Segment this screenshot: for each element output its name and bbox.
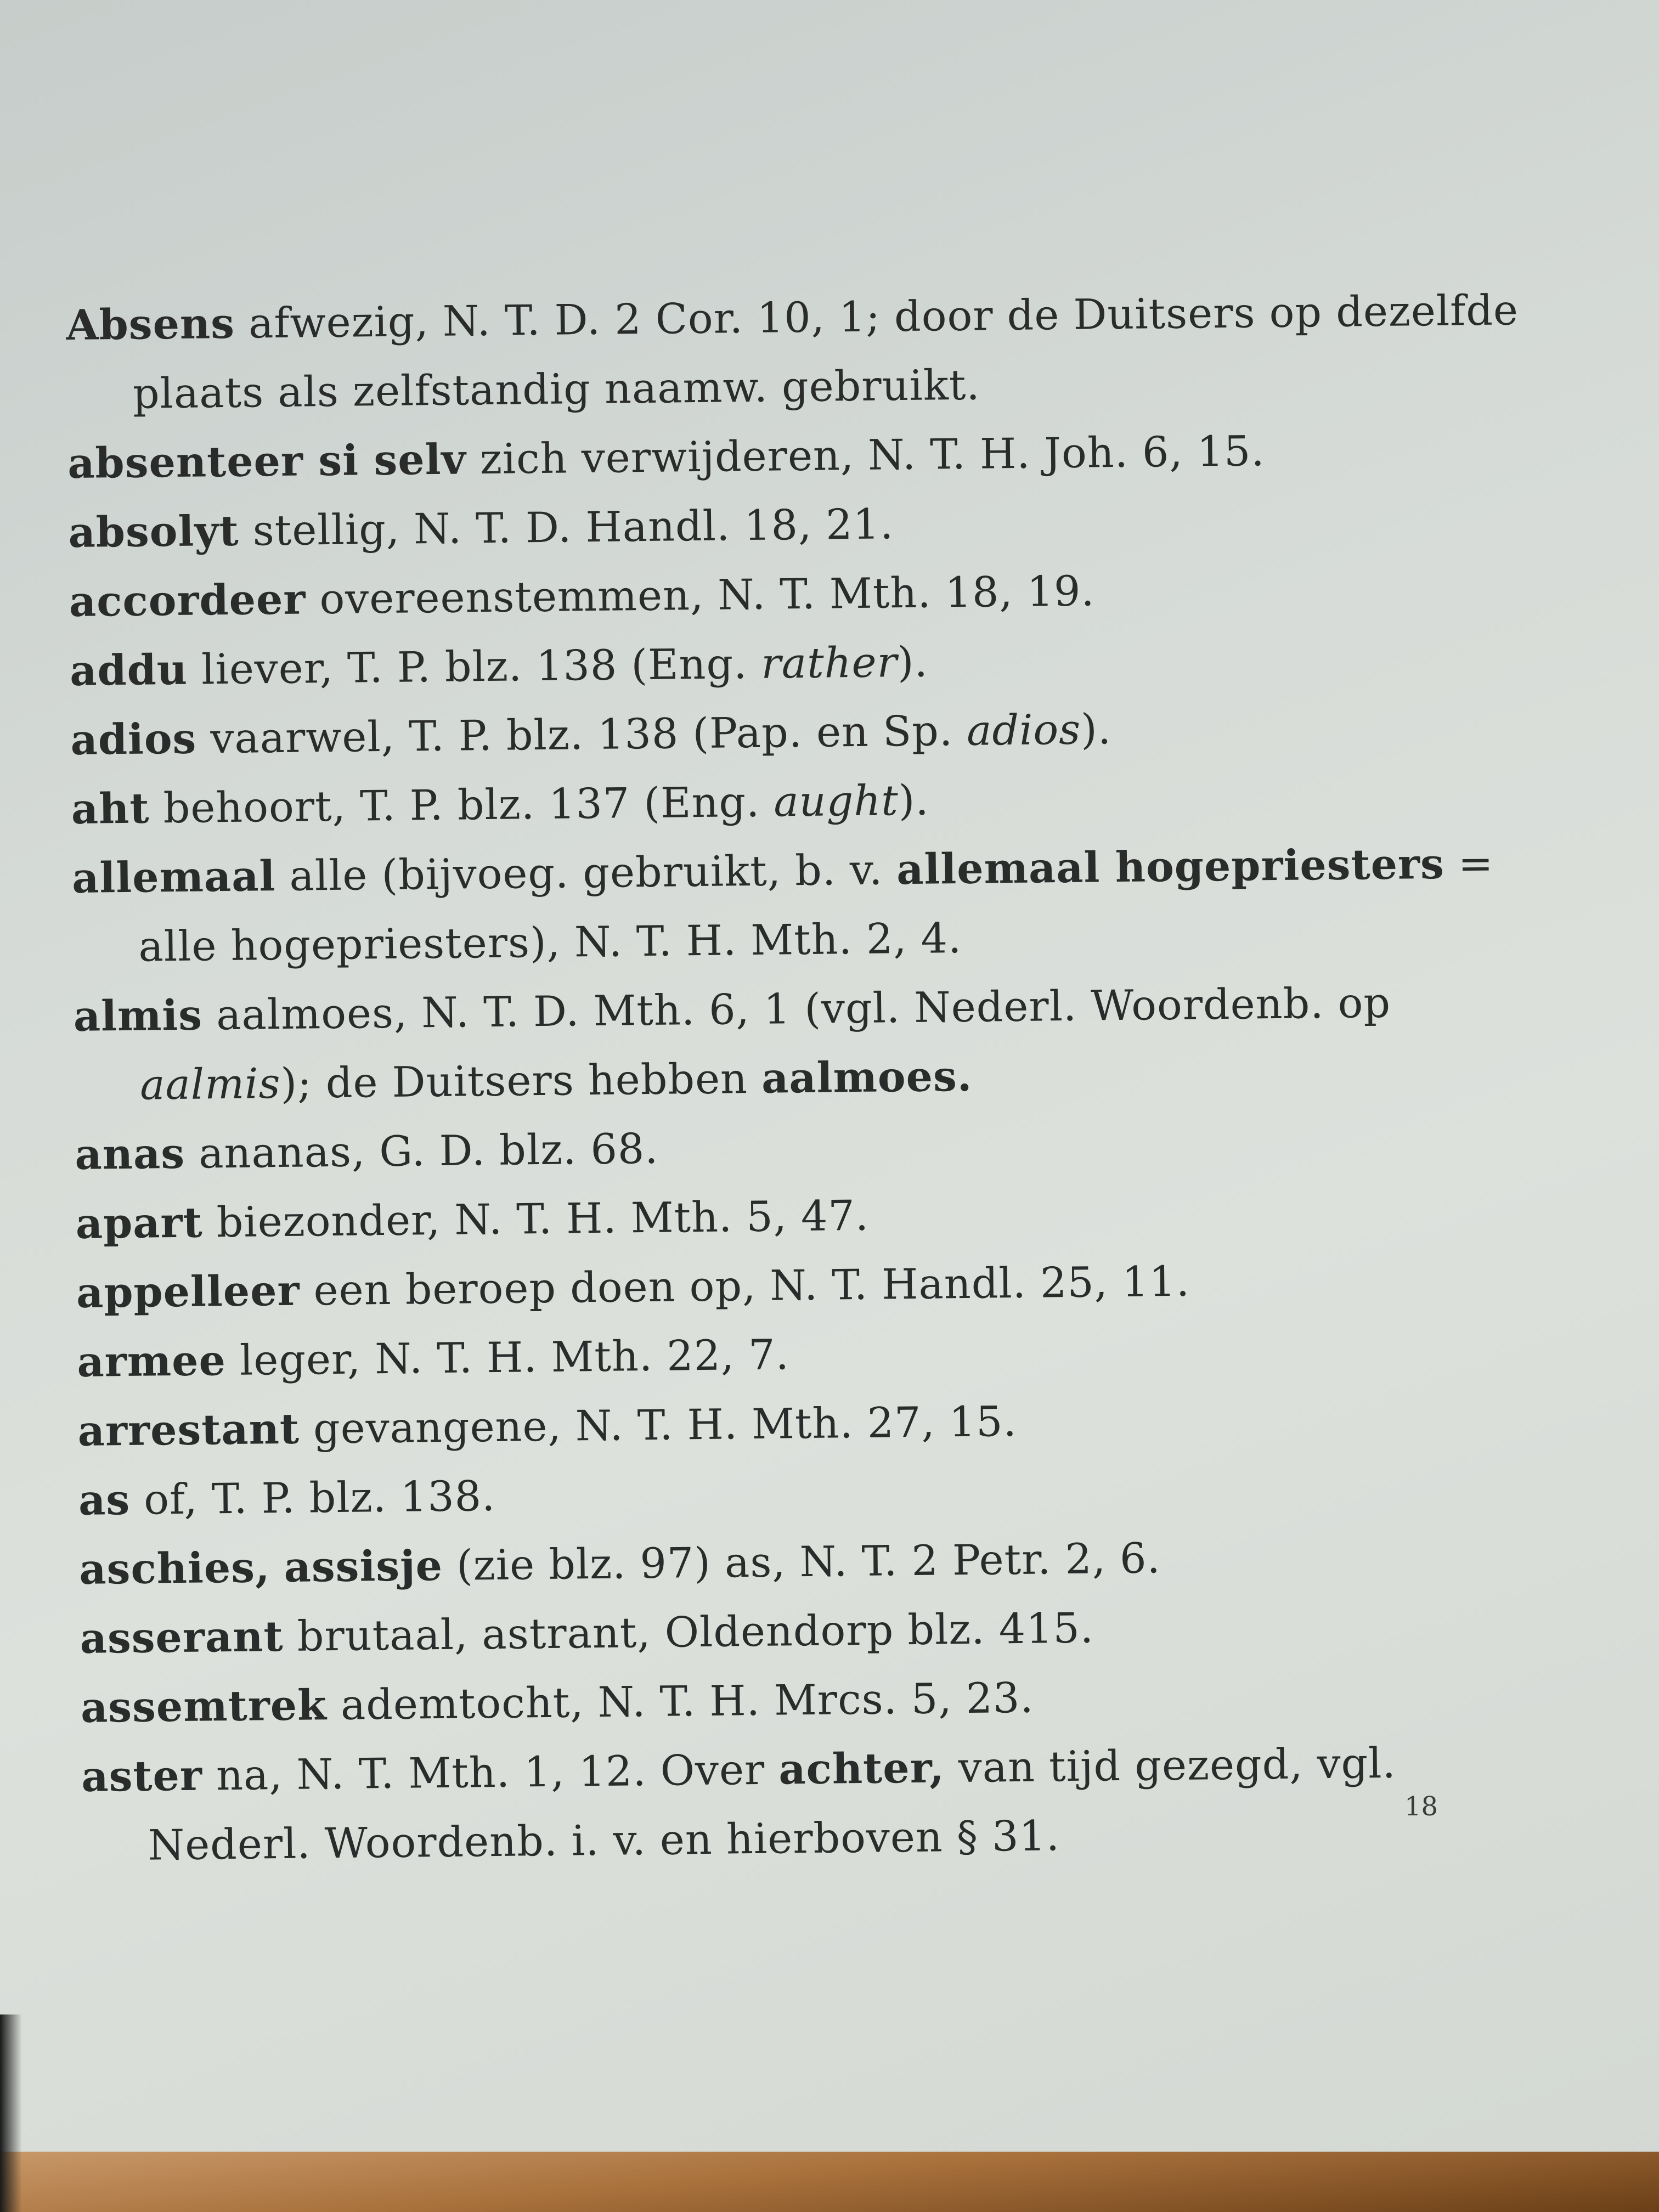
headword: appelleer	[76, 1266, 300, 1317]
entry-aster	[81, 1727, 1564, 1881]
definition: (zie blz. 97) as, N. T. 2 Petr. 2, 6.	[442, 1533, 1161, 1590]
definition: biezonder, N. T. H. Mth. 5, 47.	[216, 1190, 870, 1247]
page-number: 18	[1404, 1791, 1438, 1822]
definition: leger, N. T. H. Mth. 22, 7.	[239, 1330, 790, 1385]
definition-end: van tijd gezegd, vgl.	[944, 1738, 1397, 1792]
example-word: achter,	[778, 1743, 945, 1794]
definition: een beroep doen op, N. T. Handl. 25, 11.	[313, 1256, 1190, 1315]
definition: vaarwel, T. P. blz. 138 (Pap. en Sp.	[210, 706, 967, 763]
example-phrase: allemaal hogepriesters	[896, 839, 1445, 894]
definition: ademtocht, N. T. H. Mrcs. 5, 23.	[340, 1673, 1034, 1729]
headword: addu	[69, 645, 188, 695]
headword: aht	[71, 783, 150, 833]
headword: Absens	[66, 298, 235, 349]
headword: assemtrek	[80, 1680, 328, 1732]
dictionary-entries	[66, 275, 1564, 1881]
entry-almis	[73, 967, 1555, 1120]
variant-headword: assisje	[284, 1541, 443, 1592]
example-word: aalmoes.	[761, 1051, 973, 1103]
entry-absens	[66, 275, 1548, 429]
definition-continued: plaats als zelfstandig naamw. gebruikt.	[132, 360, 981, 418]
definition-continued: alle hogepriesters), N. T. H. Mth. 2, 4.	[138, 913, 962, 971]
foreign-word: adios	[966, 704, 1081, 755]
foreign-word: aught	[773, 776, 899, 826]
definition-end: ).	[897, 637, 929, 687]
headword: aster	[81, 1751, 203, 1801]
headword: apart	[75, 1198, 204, 1248]
definition: afwezig, N. T. D. 2 Cor. 10, 1; door de Duitsers op dezelfde	[248, 285, 1519, 348]
definition: na, N. T. Mth. 1, 12. Over	[216, 1745, 779, 1800]
definition: gevangene, N. T. H. Mth. 27, 15.	[313, 1396, 1018, 1453]
definition-mid: ); de Duitsers hebben	[280, 1053, 762, 1108]
headword: aschies,	[78, 1543, 270, 1594]
book-edge	[0, 2152, 1659, 2212]
headword: absolyt	[68, 506, 240, 557]
headword: accordeer	[69, 574, 306, 626]
headword: adios	[70, 714, 197, 764]
definition: brutaal, astrant, Oldendorp blz. 415.	[297, 1603, 1094, 1661]
headword: as	[78, 1475, 131, 1525]
shadow-corner	[0, 2015, 22, 2212]
headword: anas	[75, 1128, 185, 1179]
headword: allemaal	[71, 851, 276, 902]
headword: almis	[73, 990, 203, 1041]
definition-continued: Nederl. Woordenb. i. v. en hierboven § 31.	[148, 1811, 1060, 1870]
foreign-word: aalmis	[139, 1058, 281, 1109]
headword: absenteer si selv	[67, 435, 467, 488]
definition: stellig, N. T. D. Handl. 18, 21.	[252, 499, 894, 555]
headword: armee	[76, 1336, 227, 1386]
foreign-word: rather	[760, 637, 898, 688]
definition: overeenstemmen, N. T. Mth. 18, 19.	[319, 566, 1095, 624]
definition: ananas, G. D. blz. 68.	[198, 1124, 659, 1178]
entry-allemaal	[72, 828, 1554, 982]
definition: alle (bijvoeg. gebruikt, b. v.	[289, 845, 897, 900]
definition: aalmoes, N. T. D. Mth. 6, 1 (vgl. Nederl. Woordenb. op	[216, 978, 1391, 1040]
definition: zich verwijderen, N. T. H. Joh. 6, 15.	[479, 426, 1265, 484]
definition-end: =	[1444, 838, 1494, 888]
definition: behoort, T. P. blz. 137 (Eng.	[163, 777, 774, 833]
definition-end: ).	[898, 775, 930, 825]
definition-end: ).	[1080, 704, 1112, 754]
definition: liever, T. P. blz. 138 (Eng.	[201, 639, 761, 694]
headword: arrestant	[77, 1404, 300, 1455]
definition: of, T. P. blz. 138.	[143, 1471, 496, 1524]
headword: asserant	[80, 1611, 284, 1663]
